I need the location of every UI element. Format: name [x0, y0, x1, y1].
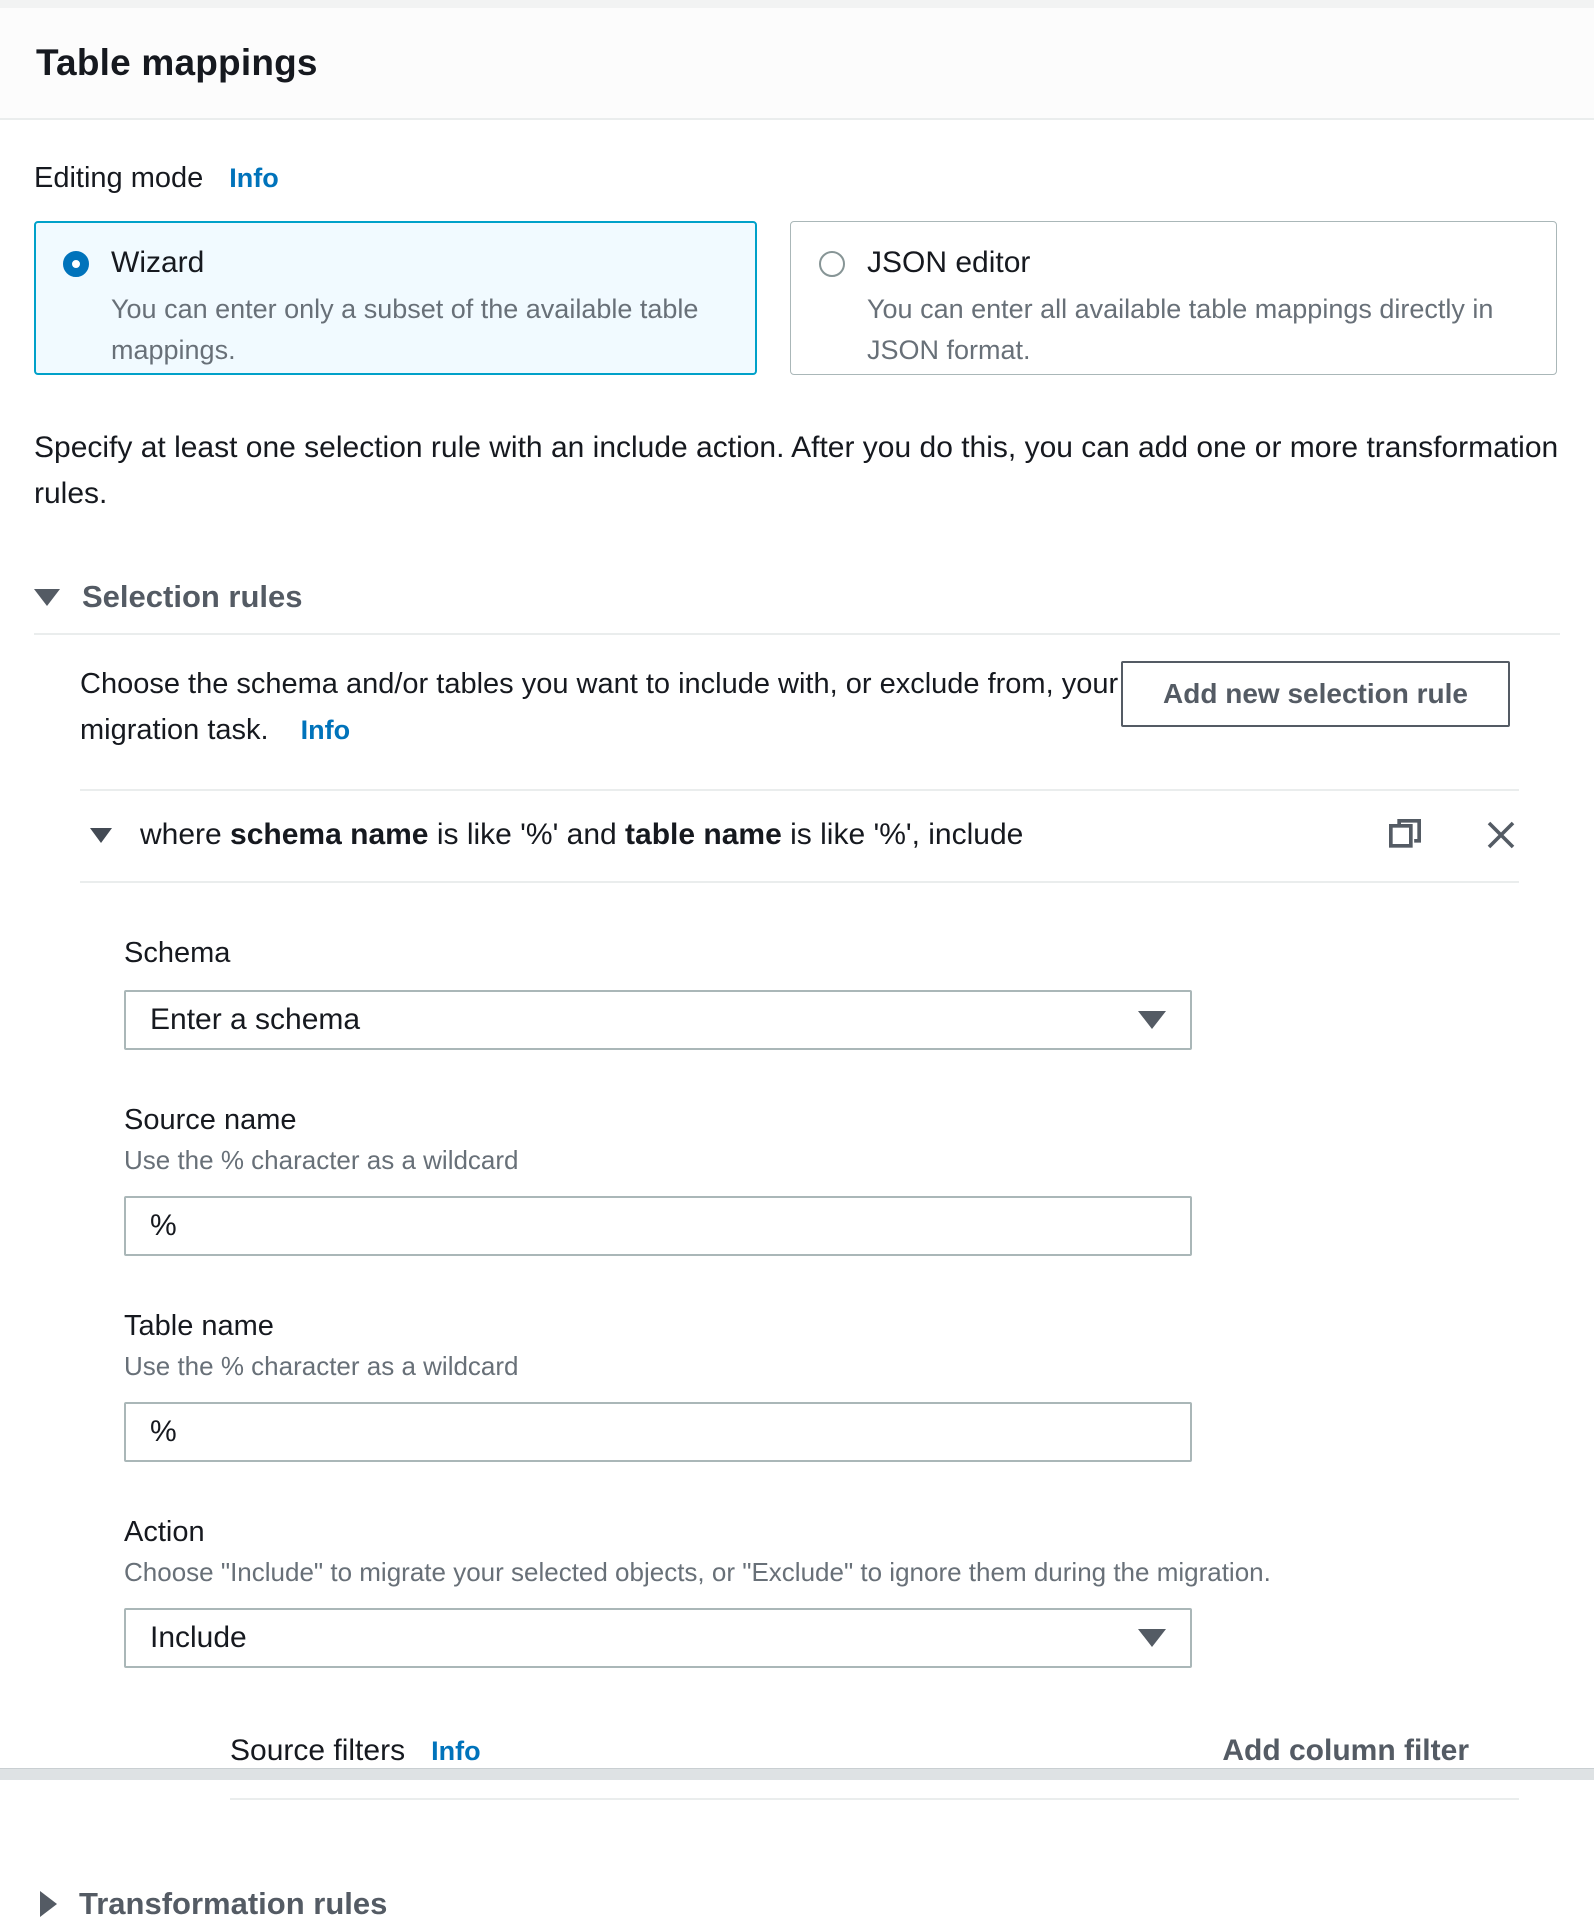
- radio-selected-icon[interactable]: [63, 251, 89, 277]
- source-filters-info-link[interactable]: Info: [431, 1736, 481, 1766]
- caret-down-icon: [1138, 1011, 1166, 1029]
- add-column-filter-button[interactable]: Add column filter: [1222, 1734, 1469, 1767]
- selection-rules-info-link[interactable]: Info: [300, 715, 351, 745]
- action-field-group: [124, 1516, 1519, 1668]
- rule-summary-schema-name: schema name: [230, 818, 429, 851]
- selection-rule-item: [80, 789, 1519, 1800]
- json-editor-option-label: JSON editor: [867, 246, 1031, 279]
- page-top-strip: [0, 0, 1594, 8]
- caret-down-icon: [1138, 1629, 1166, 1647]
- source-name-input[interactable]: [124, 1196, 1192, 1256]
- json-editor-option-description: You can enter all available table mappings directly in JSON format.: [867, 294, 1494, 365]
- rule-actions: [1385, 815, 1519, 855]
- selection-rules-header[interactable]: [34, 579, 1560, 615]
- selection-rules-description-row: [34, 661, 1560, 753]
- source-filters-row: [230, 1734, 1519, 1768]
- table-mappings-header: [0, 8, 1594, 120]
- selection-rules-description: [80, 661, 1121, 753]
- chevron-down-icon[interactable]: [90, 828, 112, 843]
- schema-select-value: Enter a schema: [150, 1003, 361, 1036]
- schema-label: Schema: [124, 937, 231, 969]
- copy-icon[interactable]: [1385, 815, 1425, 855]
- selection-rules-title: Selection rules: [82, 579, 303, 614]
- action-helper: Choose "Include" to migrate your selected objects, or "Exclude" to ignore them during the migration.: [124, 1557, 1271, 1587]
- source-name-label: Source name: [124, 1104, 297, 1136]
- source-filters-title: Source filters: [230, 1734, 406, 1767]
- option-card-json-editor[interactable]: [790, 221, 1557, 375]
- json-card-text: [867, 246, 1515, 371]
- rule-summary-part: where: [140, 818, 231, 851]
- schema-select[interactable]: [124, 990, 1192, 1050]
- chevron-right-icon: [40, 1891, 57, 1917]
- action-label: Action: [124, 1516, 205, 1548]
- selection-rules-description-text: Choose the schema and/or tables you want to include with, or exclude from, your migration task.: [80, 668, 1119, 746]
- chevron-down-icon: [34, 589, 60, 606]
- editing-mode-row: [34, 162, 1560, 195]
- rule-summary-table-name: table name: [625, 818, 782, 851]
- divider: [34, 633, 1560, 635]
- source-filters-heading: [230, 1734, 481, 1768]
- selection-rule-fields: [124, 937, 1519, 1800]
- page-title: Table mappings: [36, 42, 318, 83]
- wizard-card-text: [111, 246, 728, 371]
- transformation-rules-header[interactable]: [40, 1886, 1560, 1922]
- wizard-option-label: Wizard: [111, 246, 205, 279]
- action-select-value: Include: [150, 1621, 247, 1654]
- rule-summary-part: is like '%' and: [428, 818, 626, 851]
- option-card-wizard[interactable]: [34, 221, 757, 375]
- divider: [230, 1798, 1519, 1800]
- close-icon[interactable]: [1483, 817, 1519, 853]
- add-new-selection-rule-button[interactable]: Add new selection rule: [1121, 661, 1510, 727]
- action-select[interactable]: [124, 1608, 1192, 1668]
- source-name-helper: Use the % character as a wildcard: [124, 1145, 519, 1175]
- table-name-input[interactable]: [124, 1402, 1192, 1462]
- wizard-option-description: You can enter only a subset of the available table mappings.: [111, 294, 699, 365]
- table-name-helper: Use the % character as a wildcard: [124, 1351, 519, 1381]
- schema-field-group: [124, 937, 1519, 1050]
- table-mappings-content: [0, 162, 1594, 1922]
- radio-unselected-icon[interactable]: [819, 251, 845, 277]
- divider: [80, 881, 1519, 883]
- source-name-field-group: [124, 1104, 1519, 1256]
- table-name-field-group: [124, 1310, 1519, 1462]
- rule-summary-part: is like '%', include: [781, 818, 1024, 851]
- table-name-label: Table name: [124, 1310, 274, 1342]
- source-filters-section: [230, 1734, 1519, 1800]
- selection-rule-summary: [140, 818, 1023, 852]
- transformation-rules-title: Transformation rules: [79, 1886, 388, 1921]
- selection-rule-summary-row: [80, 791, 1519, 881]
- editing-mode-label: Editing mode: [34, 162, 204, 194]
- intro-text: Specify at least one selection rule with an include action. After you do this, you can add one or more transformation rules.: [34, 431, 1559, 510]
- editing-mode-info-link[interactable]: Info: [229, 163, 279, 193]
- page-bottom-strip: [0, 1768, 1594, 1780]
- editing-mode-options: [34, 221, 1560, 375]
